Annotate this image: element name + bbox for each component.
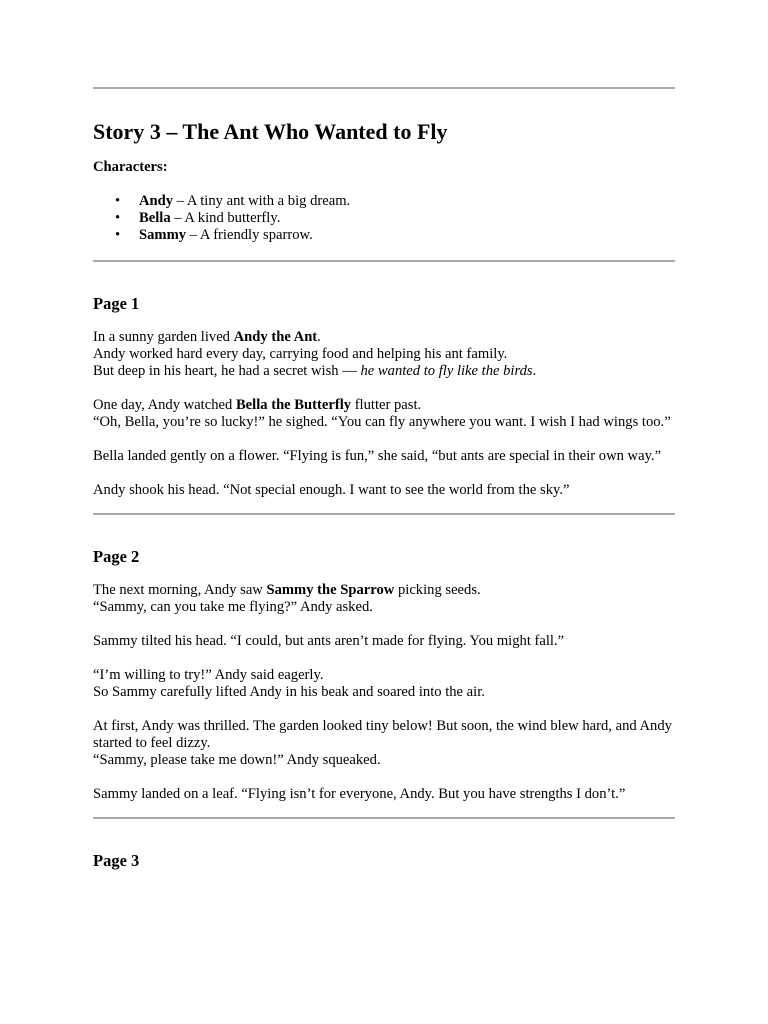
horizontal-rule <box>93 260 675 262</box>
bold-text: Sammy the Sparrow <box>266 582 395 598</box>
text-run: “Oh, Bella, you’re so lucky!” he sighed. “You can fly anywhere you want. I wish I had wings too.” <box>93 414 671 430</box>
paragraph <box>93 397 675 431</box>
bullet-icon: • <box>115 227 121 243</box>
paragraph <box>93 582 675 616</box>
text-run: “I’m willing to try!” Andy said eagerly. <box>93 667 324 683</box>
text-run: flutter past. <box>351 397 422 413</box>
list-item <box>115 227 675 244</box>
paragraph: Bella landed gently on a flower. “Flying is fun,” she said, “but ants are special in their own way.” <box>93 448 662 464</box>
character-name: Sammy <box>139 227 187 243</box>
character-desc: – A tiny ant with a big dream. <box>173 193 351 209</box>
character-name: Bella <box>139 210 171 226</box>
italic-text: he wanted to fly like the birds <box>360 363 533 379</box>
page-2-body <box>93 582 675 803</box>
text-run: Andy worked hard every day, carrying food and helping his ant family. <box>93 346 508 362</box>
paragraph <box>93 718 675 769</box>
page-heading: Page 3 <box>93 851 140 870</box>
paragraph: Andy shook his head. “Not special enough. I want to see the world from the sky.” <box>93 482 570 498</box>
list-item <box>115 210 675 227</box>
text-run: “Sammy, please take me down!” Andy squeaked. <box>93 752 381 768</box>
horizontal-rule <box>93 513 675 515</box>
paragraph: Sammy landed on a leaf. “Flying isn’t for everyone, Andy. But you have strengths I don’t.” <box>93 786 626 802</box>
paragraph <box>93 329 675 380</box>
bullet-icon: • <box>115 193 121 209</box>
text-run: In a sunny garden lived <box>93 329 234 345</box>
character-name: Andy <box>139 193 174 209</box>
characters-label: Characters: <box>93 159 168 175</box>
paragraph: Sammy tilted his head. “I could, but ants aren’t made for flying. You might fall.” <box>93 633 565 649</box>
page-heading: Page 2 <box>93 547 140 566</box>
text-run: “Sammy, can you take me flying?” Andy asked. <box>93 599 373 615</box>
bold-text: Andy the Ant <box>233 329 318 345</box>
page-1-body <box>93 329 675 499</box>
text-run: One day, Andy watched <box>93 397 236 413</box>
text-run: . <box>317 329 321 345</box>
text-run: At first, Andy was thrilled. The garden looked tiny below! But soon, the wind blew hard, and Andy started to feel dizzy. <box>93 718 672 751</box>
character-desc: – A friendly sparrow. <box>186 227 313 243</box>
story-title: Story 3 – The Ant Who Wanted to Fly <box>93 119 448 144</box>
text-run: So Sammy carefully lifted Andy in his beak and soared into the air. <box>93 684 485 700</box>
characters-list <box>93 193 675 244</box>
page-heading: Page 1 <box>93 294 140 313</box>
bold-text: Bella the Butterfly <box>235 397 352 413</box>
text-run: . <box>532 363 537 379</box>
document-page <box>93 0 675 871</box>
text-run: The next morning, Andy saw <box>93 582 267 598</box>
horizontal-rule <box>93 87 675 89</box>
text-run: But deep in his heart, he had a secret wish — <box>93 363 361 379</box>
character-desc: – A kind butterfly. <box>170 210 281 226</box>
text-run: picking seeds. <box>394 582 481 598</box>
bullet-icon: • <box>115 210 121 226</box>
list-item <box>115 193 675 210</box>
horizontal-rule <box>93 817 675 819</box>
paragraph <box>93 667 675 701</box>
